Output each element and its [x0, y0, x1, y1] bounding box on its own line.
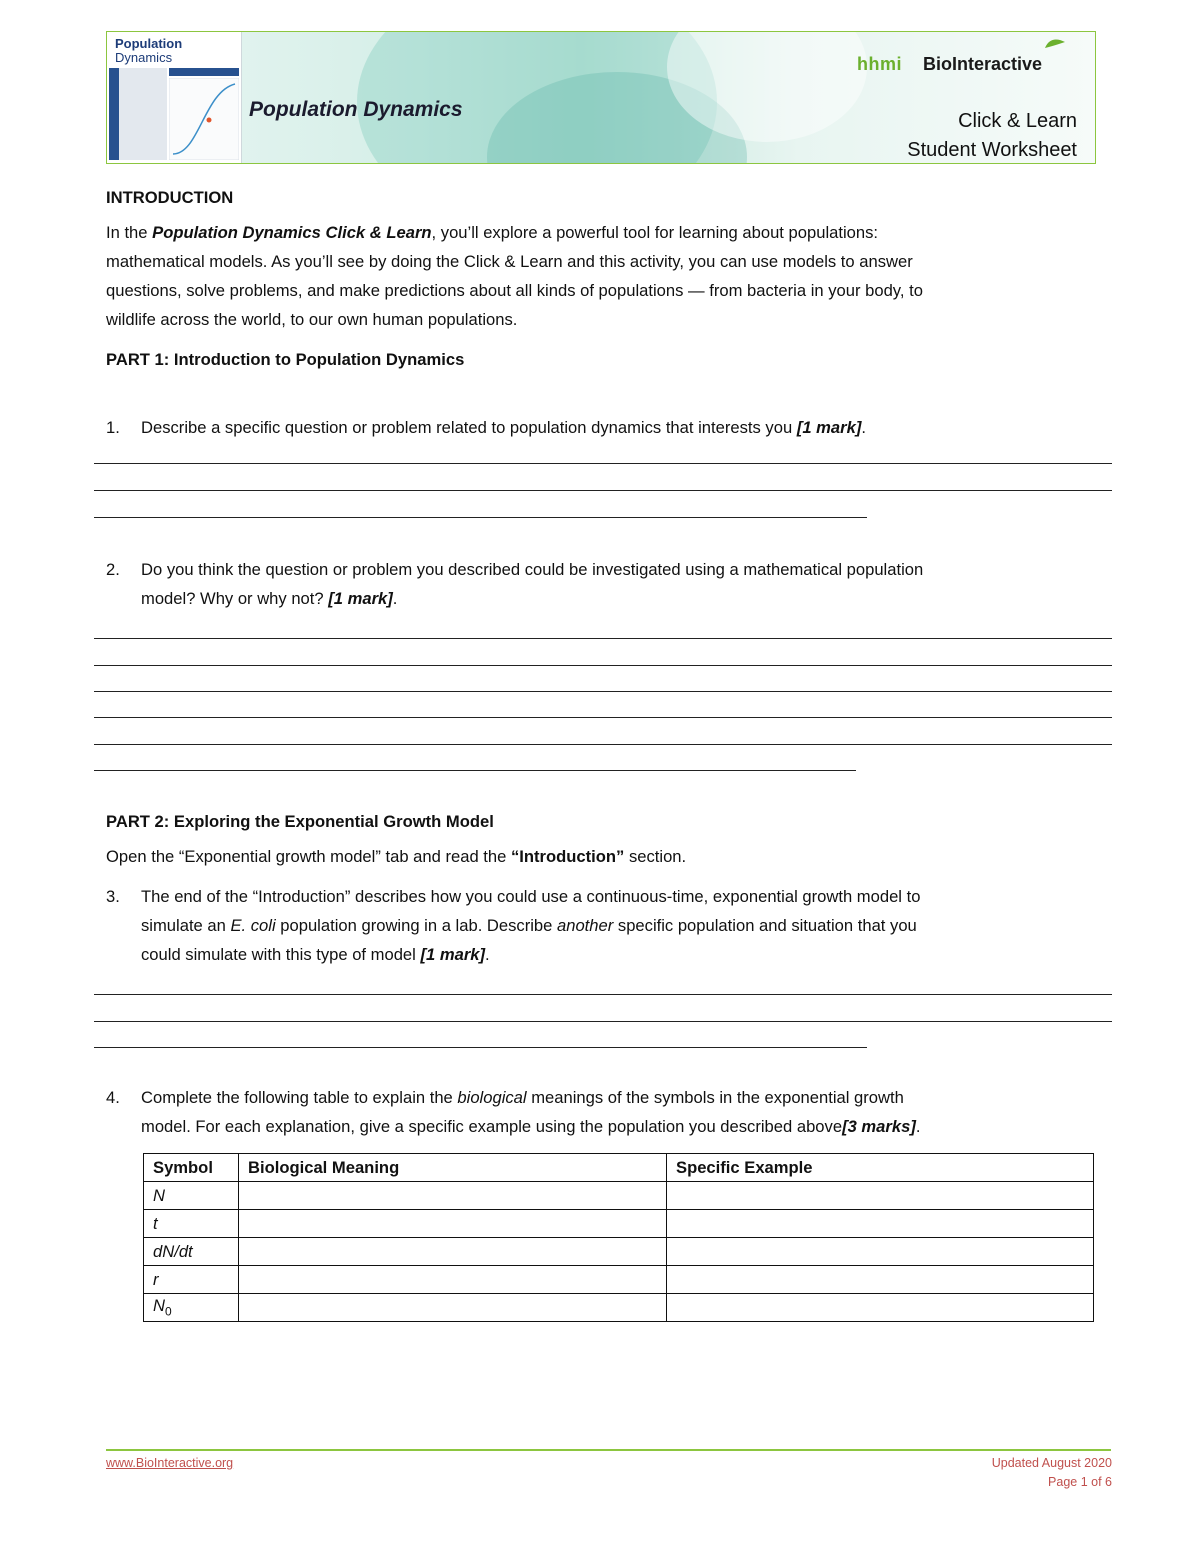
question-number: 3. — [106, 887, 120, 906]
question-2-text: Do you think the question or problem you described could be investigated using a mathematical population model? Why or why not? [1 mark]. — [141, 560, 924, 608]
header-biological-meaning: Biological Meaning — [239, 1154, 667, 1182]
student-worksheet-label: Student Worksheet — [907, 139, 1077, 161]
footer-link[interactable]: www.BioInteractive.org — [106, 1456, 234, 1470]
thumb-title: Population Dynamics — [115, 36, 183, 65]
banner-title: Population Dynamics — [249, 98, 463, 121]
footer-page-number: Page 1 of 6 — [1048, 1475, 1112, 1489]
answer-line[interactable] — [94, 638, 1112, 639]
question-number: 1. — [106, 418, 120, 437]
meaning-cell[interactable] — [239, 1182, 667, 1210]
intro-title-italic: Population Dynamics Click & Learn — [152, 223, 432, 242]
answer-line[interactable] — [94, 1021, 1112, 1022]
table-row — [144, 1210, 1094, 1238]
header-banner — [106, 31, 1096, 164]
symbol-cell: dN/dt — [144, 1238, 239, 1266]
example-cell[interactable] — [667, 1266, 1094, 1294]
question-3-text: The end of the “Introduction” describes how you could use a continuous-time, exponential growth model to simulate an E. coli population growing in a lab. Describe another specific population and situation that you could simulate with this type of model [1 mark]. — [141, 887, 921, 964]
thumb-chart-header — [169, 68, 239, 76]
part2-heading: PART 2: Exploring the Exponential Growth Model — [106, 812, 494, 831]
symbols-table — [143, 1153, 1094, 1322]
example-cell[interactable] — [667, 1294, 1094, 1322]
answer-line[interactable] — [94, 691, 1112, 692]
footer-divider — [106, 1449, 1111, 1451]
header-symbol: Symbol — [144, 1154, 239, 1182]
question-number: 4. — [106, 1088, 120, 1107]
example-cell[interactable] — [667, 1182, 1094, 1210]
table-row — [144, 1266, 1094, 1294]
intro-paragraph: In the Population Dynamics Click & Learn, you’ll explore a powerful tool for learning about populations: mathematical models. As you’ll see by doing the Click & Learn and this activity, you can use models to answer questions, solve problems, and make predictions about all kinds of populations — from bacteria in your body, to wildlife across the world, to our own human populations. — [106, 223, 923, 329]
symbol-cell: t — [144, 1210, 239, 1238]
question-4-text: Complete the following table to explain the biological meanings of the symbols in the exponential growth model. For each explanation, give a specific example using the population you described above[3 marks]. — [141, 1088, 921, 1136]
hhmi-logo: hhmi — [857, 54, 902, 74]
biointeractive-logo: BioInteractive — [923, 54, 1043, 74]
header-specific-example: Specific Example — [667, 1154, 1094, 1182]
table-row — [144, 1238, 1094, 1266]
leaf-logo-icon — [1043, 36, 1067, 50]
table-row — [144, 1182, 1094, 1210]
symbol-cell: r — [144, 1266, 239, 1294]
answer-line[interactable] — [94, 665, 1112, 666]
answer-line[interactable] — [94, 490, 1112, 491]
example-cell[interactable] — [667, 1210, 1094, 1238]
answer-line[interactable] — [94, 463, 1112, 464]
answer-line[interactable] — [94, 517, 867, 518]
answer-line[interactable] — [94, 717, 1112, 718]
question-1-text: Describe a specific question or problem related to population dynamics that interests you [1 mark]. — [141, 418, 866, 437]
app-thumbnail — [107, 32, 242, 163]
meaning-cell[interactable] — [239, 1210, 667, 1238]
answer-line[interactable] — [94, 770, 856, 771]
symbol-cell: N — [144, 1182, 239, 1210]
meaning-cell[interactable] — [239, 1238, 667, 1266]
symbol-cell: $N_0$ — [144, 1294, 239, 1322]
meaning-cell[interactable] — [239, 1266, 667, 1294]
thumb-growth-curve — [169, 78, 239, 160]
open-tab-instruction: Open the “Exponential growth model” tab and read the “Introduction” section. — [106, 847, 687, 866]
intro-heading: INTRODUCTION — [106, 188, 234, 207]
footer-updated: Updated August 2020 — [991, 1456, 1112, 1470]
answer-line[interactable] — [94, 744, 1112, 745]
question-number: 2. — [106, 560, 120, 579]
example-cell[interactable] — [667, 1238, 1094, 1266]
answer-line[interactable] — [94, 994, 1112, 995]
table-row — [144, 1294, 1094, 1322]
part1-heading: PART 1: Introduction to Population Dynamics — [106, 350, 465, 369]
meaning-cell[interactable] — [239, 1294, 667, 1322]
click-learn-label: Click & Learn — [958, 110, 1077, 132]
table-header-row — [144, 1154, 1094, 1182]
answer-line[interactable] — [94, 1047, 867, 1048]
thumb-sidebar-strip — [109, 68, 119, 160]
